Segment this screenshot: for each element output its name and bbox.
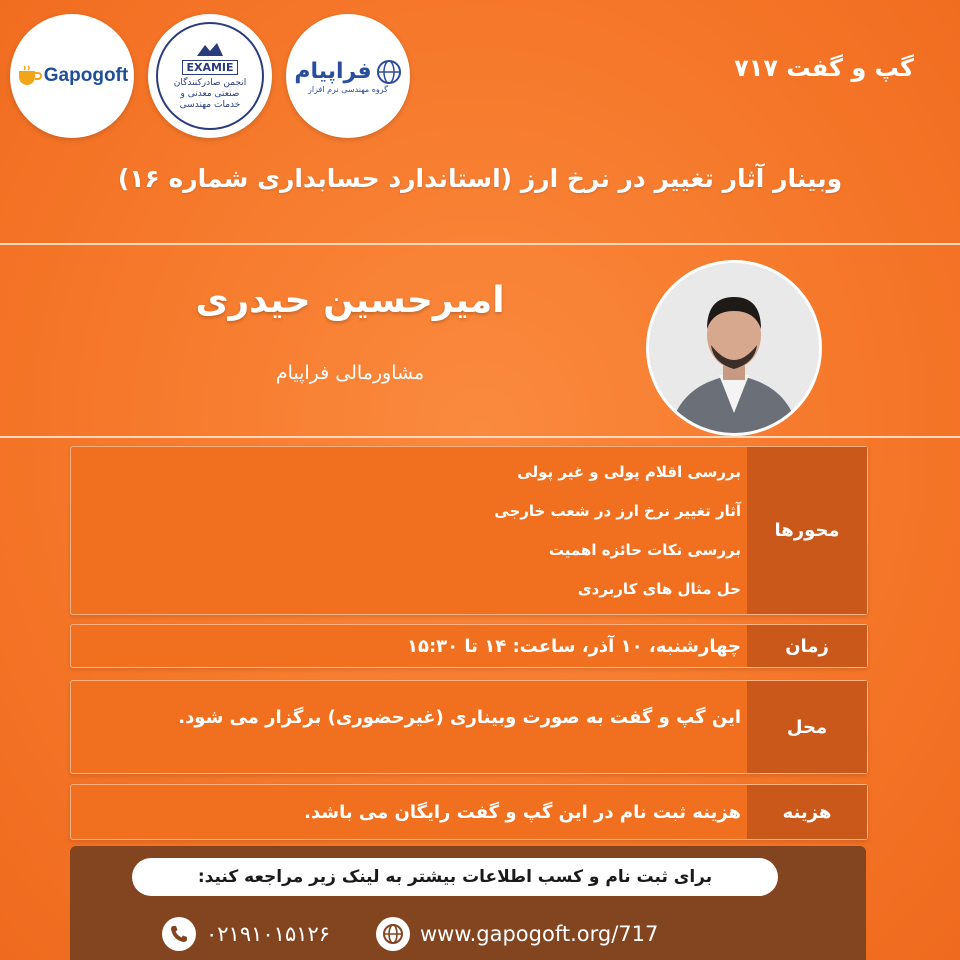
cost-box [70, 784, 868, 840]
examie-logo [148, 14, 272, 138]
register-text: برای ثبت نام و کسب اطلاعات بیشتر به لینک زیر مراجعه کنید: [132, 858, 778, 896]
examie-seal [156, 22, 264, 130]
time-value: چهارشنبه، ۱۰ آذر، ساعت: ۱۴ تا ۱۵:۳۰ [406, 635, 741, 657]
place-label: محل [747, 681, 867, 773]
time-box [70, 624, 868, 668]
factory-icon [195, 41, 225, 57]
cost-value: هزینه ثبت نام در این گپ و گفت رایگان می باشد. [304, 801, 741, 823]
place-box [70, 680, 868, 774]
cost-content [81, 785, 741, 839]
topics-label: محورها [747, 447, 867, 614]
episode-number: گپ و گفت ۷۱۷ [734, 54, 914, 82]
examie-caption: انجمن صادرکنندگان صنعتی معدنی و خدمات مهندسی [173, 78, 247, 110]
phone-number[interactable]: ۰۲۱۹۱۰۱۵۱۲۶ [206, 922, 331, 946]
place-value: این گپ و گفت به صورت وبیناری (غیرحضوری) برگزار می شود. [178, 707, 741, 728]
topic-item: حل مثال های کاربردی [577, 579, 741, 598]
place-content [81, 681, 741, 773]
divider-top [0, 243, 960, 245]
farapayam-logo-text: فراپیام [294, 59, 372, 84]
divider-bottom [0, 436, 960, 438]
topic-item: آثار تغییر نرخ ارز در شعب خارجی [494, 501, 741, 520]
website-contact[interactable] [376, 916, 658, 952]
footer [70, 846, 866, 960]
webinar-title: وبینار آثار تغییر در نرخ ارز (استاندارد حسابداری شماره ۱۶) [117, 164, 843, 193]
phone-contact[interactable] [162, 916, 330, 952]
globe-glyph [382, 923, 404, 945]
time-content [81, 625, 741, 667]
cup-icon [16, 65, 44, 87]
farapayam-logo [286, 14, 410, 138]
globe-icon [376, 917, 410, 951]
topic-item: بررسی نکات حائزه اهمیت [548, 540, 741, 559]
topics-box [70, 446, 868, 615]
speaker-portrait [649, 263, 819, 433]
speaker-role: مشاورمالی فراپیام [275, 362, 425, 384]
cost-label: هزینه [747, 785, 867, 839]
farapayam-caption: گروه مهندسی نرم افزار [307, 84, 388, 94]
topics-list [81, 447, 741, 614]
speaker-photo [646, 260, 822, 436]
topic-item: بررسی اقلام پولی و غیر پولی [517, 462, 741, 481]
website-link[interactable]: www.gapogoft.org/717 [420, 922, 659, 946]
gapogoft-logo [10, 14, 134, 138]
phone-icon [162, 917, 196, 951]
gapogoft-logo-text: Gapogoft [43, 65, 129, 86]
globe-logo-icon [376, 59, 402, 85]
examie-name: EXAMIE [182, 60, 237, 75]
speaker-name: امیرحسین حیدری [195, 280, 505, 321]
phone-glyph [169, 924, 189, 944]
time-label: زمان [747, 625, 867, 667]
